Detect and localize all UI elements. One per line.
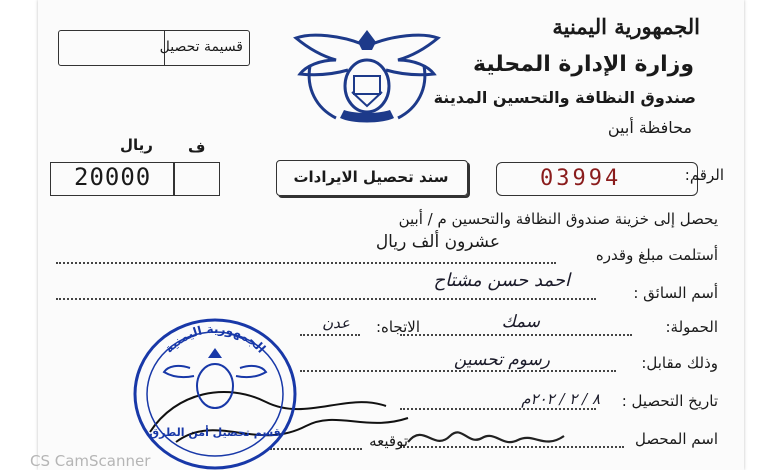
republic-heading: الجمهورية اليمنية [552, 14, 700, 39]
driver-value: احمد حسن مشتاح [433, 270, 570, 291]
against-value: رسوم تحسين [453, 350, 550, 370]
section-blank-cell [59, 31, 165, 65]
received-label: أستلمت مبلغ وقدره [595, 246, 718, 264]
official-stamp [130, 308, 300, 470]
cargo-value: سمك [501, 312, 540, 332]
receipt-number: 03994 [540, 166, 622, 191]
date-label: تاريخ التحصيل : [621, 392, 718, 410]
section-label: قسيمة تحصيل [159, 39, 243, 55]
collector-handwriting-signature [404, 412, 584, 462]
direction-value: عدن [322, 314, 350, 332]
against-label: وذلك مقابل: [641, 354, 718, 372]
ministry-heading: وزارة الإدارة المحلية [473, 52, 694, 77]
currency-fils-label: ف [188, 138, 206, 156]
direction-dotted-line [300, 334, 360, 336]
signature-label: توقيعه [369, 432, 408, 450]
deposit-text: يحصل إلى خزينة صندوق النظافة والتحسين م / أبين [398, 210, 718, 228]
date-dotted-line [400, 408, 596, 410]
stamp-top-text: الجمهورية اليمنية [161, 321, 269, 356]
yemen-eagle-emblem-icon [292, 26, 442, 128]
receipt-number-label: الرقم: [684, 166, 724, 184]
received-value: عشرون ألف ريال [375, 232, 500, 252]
fund-heading: صندوق النظافة والتحسين المدينة [433, 88, 696, 107]
collection-section-box [58, 30, 250, 66]
document-title: سند تحصيل الايرادات [293, 168, 449, 186]
date-value: ٨ / ٢ / ٢٠٢م [521, 390, 600, 408]
direction-label: الاتجاه: [375, 318, 420, 336]
collector-label: اسم المحصل [635, 430, 718, 448]
driver-label: أسم السائق : [633, 284, 718, 302]
camscanner-watermark: CS CamScanner [30, 452, 151, 470]
received-dotted-line [56, 262, 556, 264]
cargo-label: الحمولة: [665, 318, 718, 336]
driver-dotted-line [56, 298, 596, 300]
stamp-bottom-text: قسم تحصيل أمن الطرق [149, 426, 281, 439]
governorate-heading: محافظة أبين [607, 118, 692, 137]
currency-rial-label: ريال [120, 136, 153, 154]
cargo-dotted-line [400, 334, 632, 336]
amount-value: 20000 [74, 163, 152, 191]
